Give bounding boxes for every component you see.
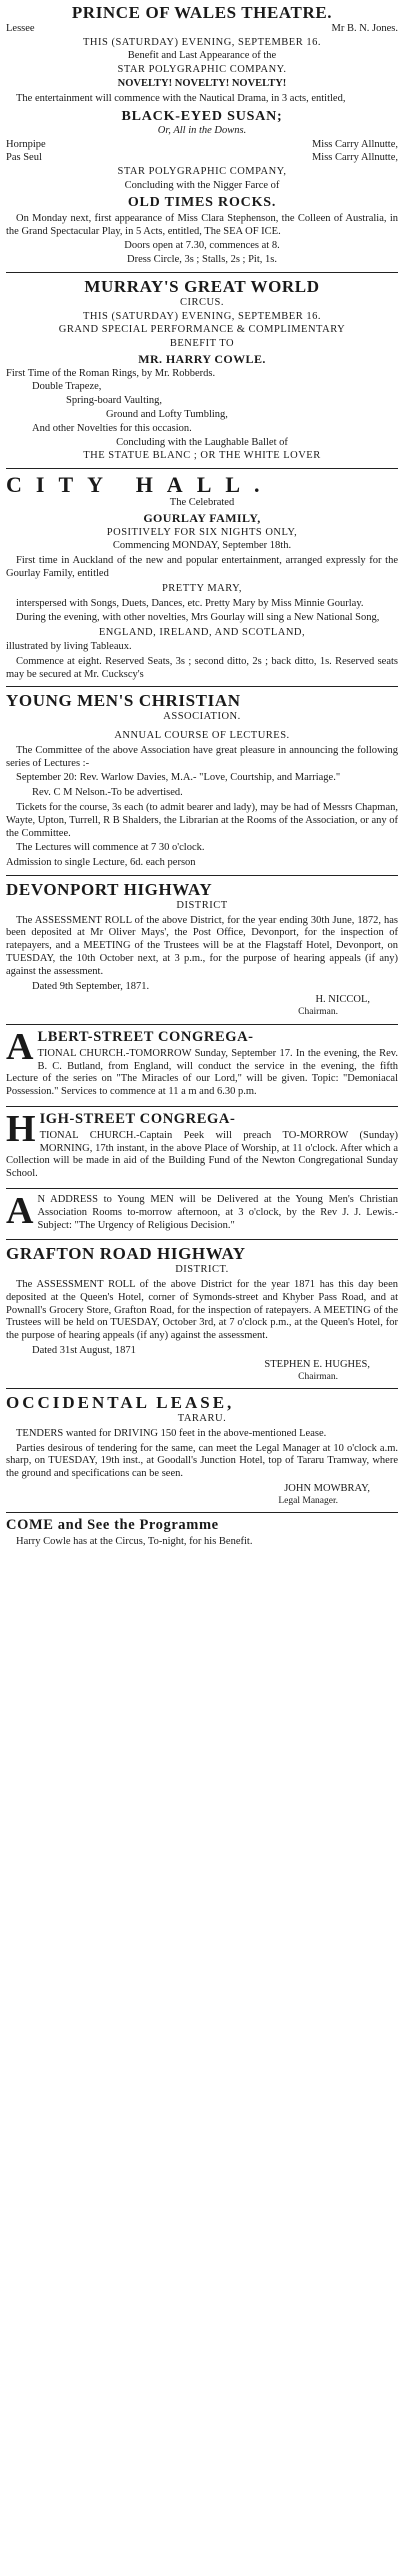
drop-cap: A: [6, 1025, 34, 1068]
act-item: Double Trapeze,: [32, 381, 102, 393]
annual-course: ANNUAL COURSE OF LECTURES.: [114, 730, 290, 742]
ad-heading: YOUNG MEN'S CHRISTIAN: [6, 691, 241, 711]
ticket-prices: Dress Circle, 3s ; Stalls, 2s ; Pit, 1s.: [127, 254, 277, 266]
family-name: GOURLAY FAMILY,: [143, 510, 261, 525]
ad-subheading: DISTRICT.: [175, 1264, 229, 1276]
come-and-see-ad: [6, 1518, 398, 1549]
lessee-name: Mr B. N. Jones.: [331, 22, 398, 34]
grafton-road-highway-ad: [6, 1245, 398, 1383]
divider: [6, 1024, 398, 1025]
benefit-to: BENEFIT TO: [169, 338, 235, 350]
company-name-2: STAR POLYGRAPHIC COMPANY,: [117, 166, 287, 178]
performance-date: THIS (SATURDAY) EVENING, SEPTEMBER 16.: [83, 310, 321, 322]
drop-cap: A: [6, 1190, 34, 1233]
hornpipe-line: [6, 139, 398, 152]
signer-role: Legal Manager.: [278, 1495, 338, 1506]
act-item: Spring-board Vaulting,: [66, 395, 163, 407]
signer-name: STEPHEN E. HUGHES,: [264, 1358, 370, 1370]
high-street-church-ad: [6, 1107, 398, 1183]
play-title: BLACK-EYED SUSAN;: [121, 108, 283, 124]
lessee-line: [6, 23, 398, 36]
act-item: And other Novelties for this occasion.: [32, 422, 192, 434]
divider: [6, 686, 398, 687]
address-notice: N ADDRESS to Young MEN will be Delivered at the Young Men's Christian Association Rooms to-morrow afternoon, at 3 o'clock, by the Rev J. J. Lewis.-Subject: "The Urgency of Religious Decision.": [37, 1194, 398, 1231]
evening-text: During the evening, with other novelties, Mrs Gourlay will sing a New National Song,: [16, 612, 380, 624]
city-hall-ad: [6, 474, 398, 681]
divider: [6, 1239, 398, 1240]
entertainment-text: First time in Auckland of the new and popular entertainment, arranged expressly for the Gourlay Family, entitled: [6, 555, 398, 579]
divider: [6, 875, 398, 876]
play-title: PRETTY MARY,: [161, 582, 243, 594]
ad-heading: LBERT-STREET CONGREGA-: [37, 1028, 254, 1045]
ad-subheading: DISTRICT: [176, 899, 228, 911]
parties-text: Parties desirous of tendering for the same, can meet the Legal Manager at 10 o'clock a.m. sharp, on TUESDAY, 19th inst., at Goodall's Junction Hotel, top of Tararu Tramway, where the ground and specifications can be seen.: [6, 1442, 398, 1480]
signer-role: Chairman.: [298, 1007, 338, 1018]
doors-open: Doors open at 7.30, commences at 8.: [124, 240, 280, 252]
ad-subheading: CIRCUS.: [179, 296, 225, 308]
songs-text: interspersed with Songs, Duets, Dances, etc. Pretty Mary by Miss Minnie Gourlay.: [16, 597, 364, 609]
song-title: ENGLAND, IRELAND, AND SCOTLAND,: [98, 627, 306, 639]
divider: [6, 1512, 398, 1513]
divider: [6, 272, 398, 273]
drop-cap: H: [6, 1107, 36, 1150]
dated-line: Dated 31st August, 1871: [32, 1345, 136, 1357]
church-notice: TIONAL CHURCH.-Captain Peek will preach TO-MORROW (Sunday) MORNING, 17th instant, in the above Place of Worship, at 11 o'clock. After which a Collection will be made in aid of the Building Fund of the Newton Congregational Sunday School.: [6, 1129, 398, 1180]
ballet-title: THE STATUE BLANC ; OR THE WHITE LOVER: [83, 450, 321, 462]
seats-text: Commence at eight. Reserved Seats, 3s ; second ditto, 2s ; back ditto, 1s. Reserved seats may be secured at Mr. Cuckscy's: [6, 655, 398, 680]
pas-seul-line: [6, 152, 398, 165]
commencing-line: Commencing MONDAY, September 18th.: [112, 540, 292, 552]
dated-line: Dated 9th September, 1871.: [32, 980, 150, 992]
ad-heading: OCCIDENTAL LEASE,: [6, 1393, 235, 1413]
benefit-line: Benefit and Last Appearance of the: [127, 50, 277, 62]
assessment-text: The ASSESSMENT ROLL of the above District, for the year ending 30th June, 1872, has been deposited at Mr Oliver Mays', the Post Office, Devonport, for the inspection of ratepayers, and a MEETING of the Trustees will be at the Flagstaff Hotel, Devonport, on TUESDAY, the 10th October next, at 3 p.m., for the purpose of hearing appeals (if any) against the assessment.: [6, 914, 398, 977]
church-notice: TIONAL CHURCH.-TOMORROW Sunday, September 17. In the evening, the Rev. B. C. Butland, from England, will conduct the service in the evening, the fifth Lecture of the series on "The Miracles of our Lord," will be given. Topic: "Demoniacal Possession." Services to commence at 11 a m and 6.30 p.m.: [6, 1047, 398, 1098]
farce-title: OLD TIMES ROCKS.: [127, 194, 277, 210]
lecture-sep-20: September 20: Rev. Warlow Davies, M.A.- "Love, Courtship, and Marriage.": [16, 772, 341, 784]
lessee-label: Lessee: [6, 22, 35, 34]
farce-intro: Concluding with the Nigger Farce of: [124, 179, 280, 191]
novelty-line: NOVELTY! NOVELTY! NOVELTY!: [117, 78, 287, 90]
divider: [6, 1388, 398, 1389]
signer-role: Chairman.: [298, 1371, 338, 1382]
ad-heading: DEVONPORT HIGHWAY: [6, 879, 213, 899]
ad-subheading: ASSOCIATION.: [163, 711, 241, 723]
admission-text: Admission to single Lecture, 6d. each person: [6, 857, 196, 869]
ad-heading: GRAFTON ROAD HIGHWAY: [6, 1244, 246, 1264]
tickets-text: Tickets for the course, 3s each (to admit bearer and lady), may be had of Messrs Chapman, Wayte, Upton, Turrell, R B Shalders, the Librarian at the Rooms of the Association, or any of the Committee.: [6, 802, 398, 839]
pas-seul-performer: Miss Carry Allnutte,: [311, 152, 398, 164]
committee-text: The Committee of the above Association have great pleasure in announcing the following series of Lectures :-: [6, 744, 398, 769]
ymca-ad: [6, 692, 398, 870]
conclude-line: Concluding with the Laughable Ballet of: [116, 436, 288, 448]
company-name: STAR POLYGRAPHIC COMPANY.: [117, 64, 287, 76]
play-subtitle: Or, All in the Downs.: [157, 124, 247, 136]
act-item: Ground and Lofty Tumbling,: [106, 409, 228, 420]
ad-heading: IGH-STREET CONGREGA-: [39, 1110, 236, 1127]
occidental-lease-ad: [6, 1394, 398, 1507]
act-item: First Time of the Roman Rings, by Mr. Robberds.: [6, 367, 216, 379]
ad-heading: COME and See the Programme: [6, 1517, 219, 1534]
murrays-circus-ad: [6, 278, 398, 463]
hornpipe-label: Hornpipe: [6, 138, 46, 150]
benefit-line: GRAND SPECIAL PERFORMANCE & COMPLIMENTARY: [58, 324, 346, 336]
hornpipe-performer: Miss Carry Allnutte,: [311, 138, 398, 150]
ad-heading: PRINCE OF WALES THEATRE.: [71, 3, 333, 22]
ad-heading: MURRAY'S GREAT WORLD: [84, 276, 320, 296]
pas-seul-label: Pas Seul: [6, 152, 42, 164]
ad-heading: CITY HALL.: [6, 472, 274, 498]
signer-name: JOHN MOWBRAY,: [284, 1483, 370, 1495]
nights-line: POSITIVELY FOR SIX NIGHTS ONLY,: [106, 526, 298, 538]
beneficiary-name: MR. HARRY COWLE.: [138, 351, 266, 366]
benefit-notice: Harry Cowle has at the Circus, To-night, for his Benefit.: [16, 1536, 253, 1548]
divider: [6, 1188, 398, 1189]
monday-notice: On Monday next, first appearance of Miss Clara Stephenson, the Colleen of Australia, in the Grand Spectacular Play, in 5 Acts, entitled, The SEA OF ICE.: [6, 212, 398, 237]
divider: [6, 1106, 398, 1107]
ad-subheading: TARARU.: [177, 1413, 227, 1425]
performance-date: THIS (SATURDAY) EVENING, SEPTEMBER 16.: [83, 36, 321, 48]
tableaux-line: illustrated by living Tableaux.: [6, 640, 132, 652]
prince-of-wales-theatre-ad: [6, 4, 398, 267]
intro-text: The entertainment will commence with the Nautical Drama, in 3 acts, entitled,: [16, 92, 346, 104]
tenders-text: TENDERS wanted for DRIVING 150 feet in the above-mentioned Lease.: [16, 1427, 327, 1439]
commence-text: The Lectures will commence at 7 30 o'clock.: [16, 842, 205, 854]
celebrated-line: The Celebrated: [169, 497, 235, 509]
divider: [6, 468, 398, 469]
assessment-text: The ASSESSMENT ROLL of the above District for the year 1871 has this day been deposited at the Queen's Hotel, corner of Symonds-street and Khyber Pass Road, and at Pownall's Grocery Store, Grafton Road, for the inspection of ratepayers. A MEETING of the Trustees will be held on TUESDAY, October 3rd, at 7 o'clock p.m., at the Queen's Hotel, for the purpose of hearing appeals (if any) against the assessment.: [6, 1279, 398, 1342]
albert-street-church-ad: [6, 1025, 398, 1101]
address-to-young-men-ad: [6, 1190, 398, 1234]
devonport-highway-ad: [6, 881, 398, 1019]
signer-name: H. NICCOL,: [315, 994, 370, 1006]
lecture-rev: Rev. C M Nelson.-To be advertised.: [32, 787, 183, 799]
